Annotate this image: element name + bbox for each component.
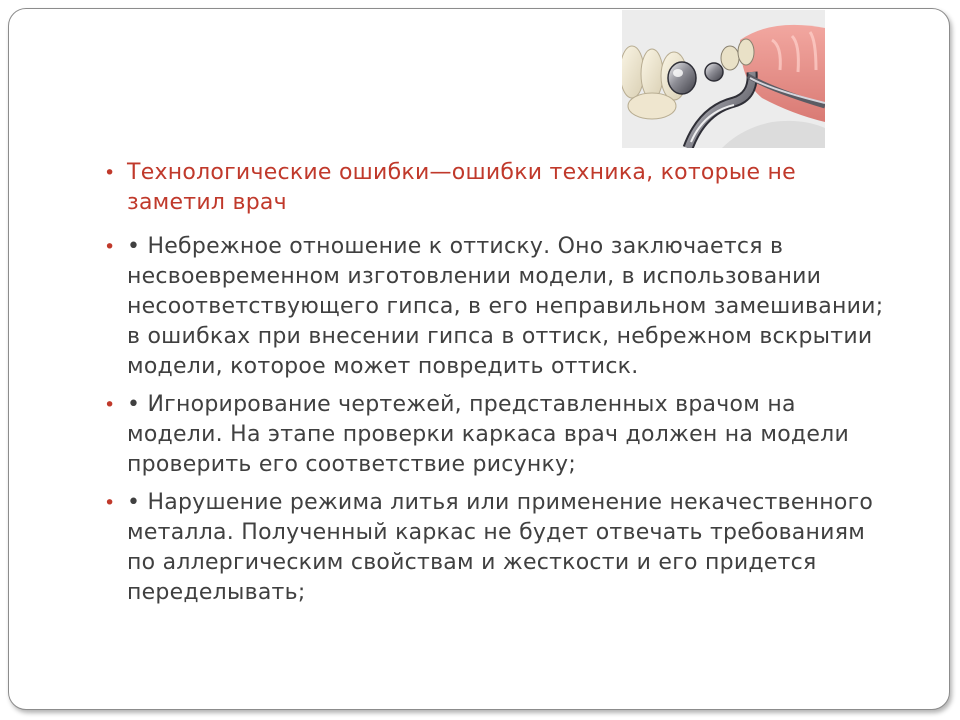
dental-prosthesis-photo bbox=[622, 10, 825, 148]
bullet-marker: • bbox=[104, 492, 116, 514]
list-item-text: • Нарушение режима литья или применение некачественного металла. Полученный каркас не будет отвечать требованиям по аллергическим свойствам и жесткости и его придется переделывать; bbox=[127, 490, 874, 605]
bullet-marker: • bbox=[104, 162, 116, 184]
list-item-text: • Игнорирование чертежей, представленных врачом на модели. На этапе проверки каркаса врач должен на модели проверить его соответствие рисунку; bbox=[127, 392, 850, 477]
dental-prosthesis-image bbox=[622, 10, 825, 148]
list-item bbox=[104, 390, 894, 480]
bullet-marker: • bbox=[104, 394, 116, 416]
bullet-marker: • bbox=[104, 236, 116, 258]
list-item-text: • Небрежное отношение к оттиску. Оно заключается в несвоевременном изготовлении модели, в использовании несоответствующего гипса, в его неправильном замешивании; в ошибках при внесении гипса в оттиск, небрежном вскрытии модели, которое может повредить оттиск. bbox=[127, 234, 884, 379]
bullet-list bbox=[104, 158, 894, 616]
list-item-heading: Технологические ошибки—ошибки техника, которые не заметил врач bbox=[127, 160, 796, 215]
list-item bbox=[104, 488, 894, 608]
list-item bbox=[104, 232, 894, 382]
list-item bbox=[104, 158, 894, 218]
